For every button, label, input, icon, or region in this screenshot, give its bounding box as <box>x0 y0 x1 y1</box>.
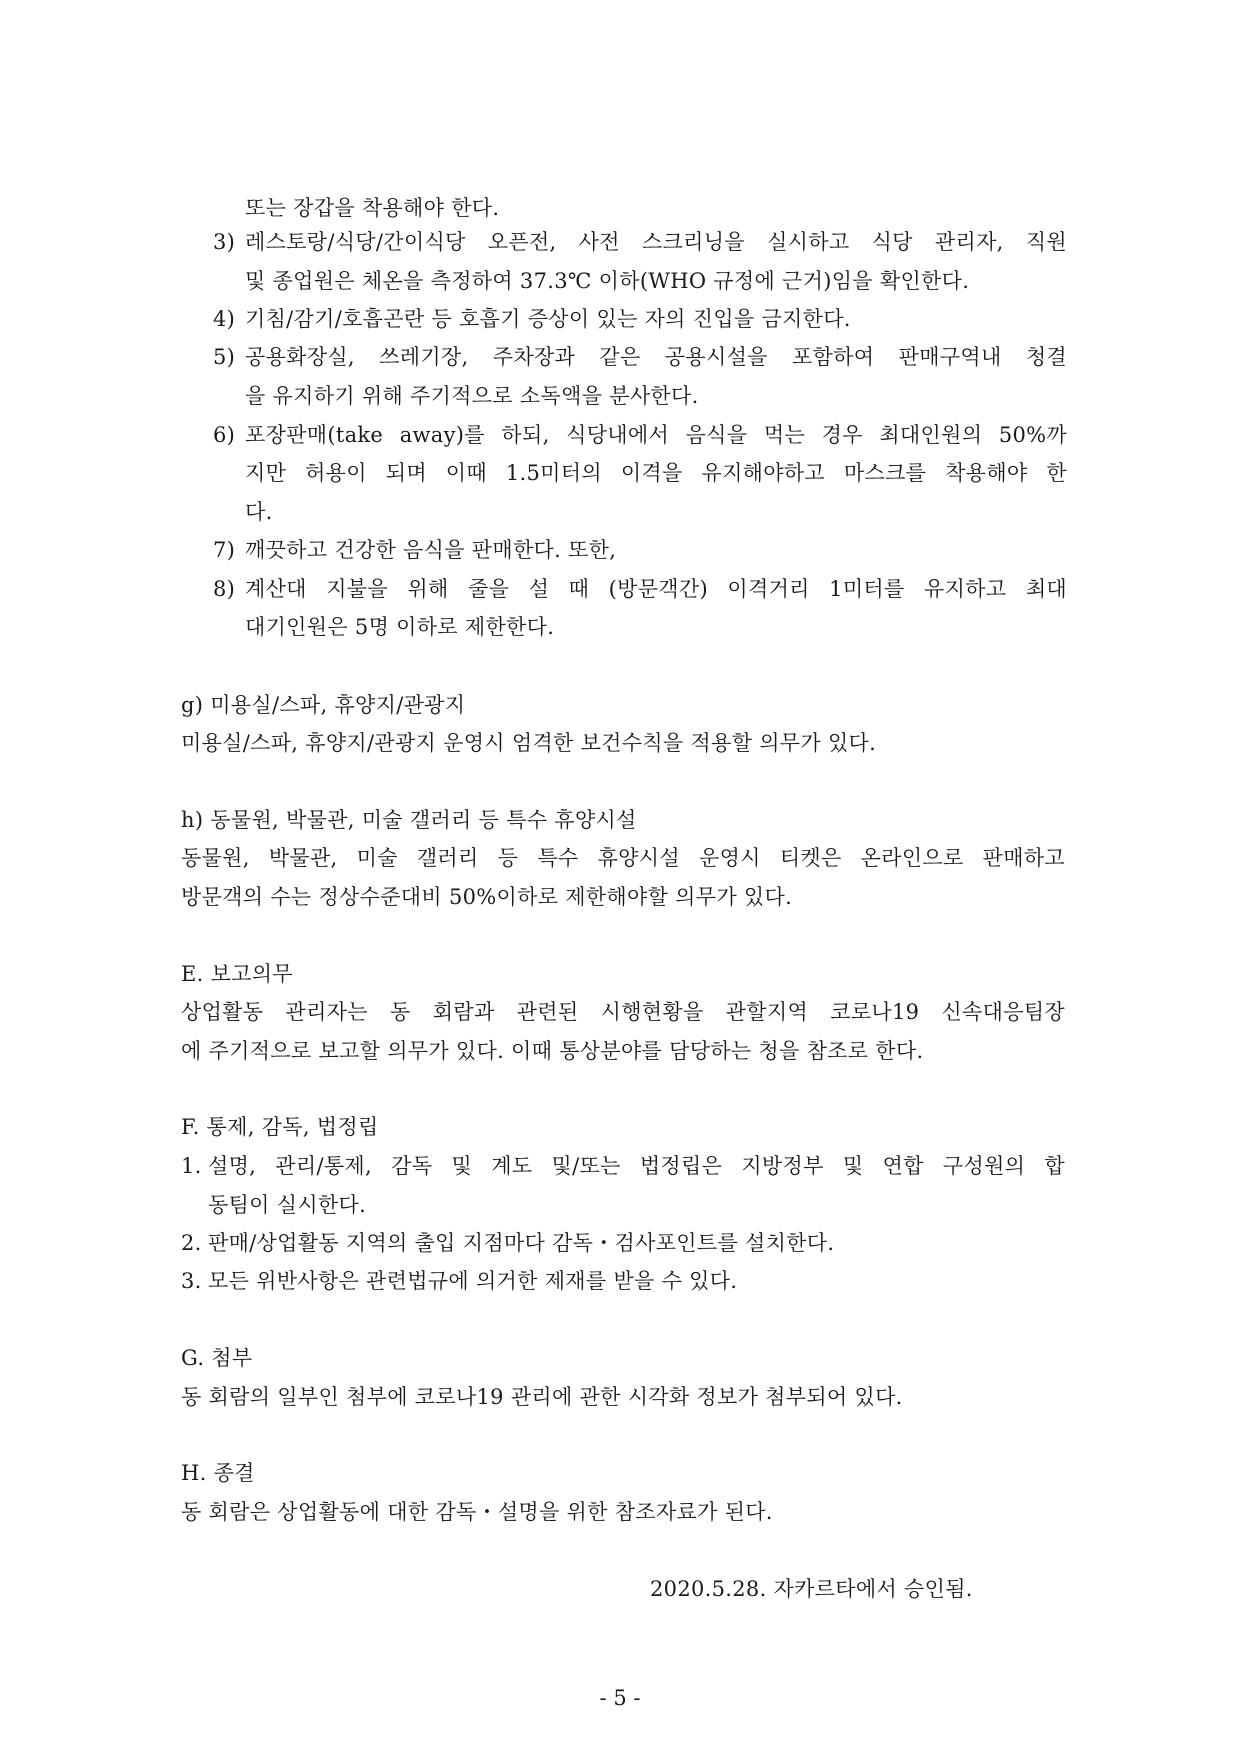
list-item-text-cont: 및 종업원은 체온을 측정하여 37.3℃ 이하(WHO 규정에 근거)임을 확인한다. <box>245 269 970 293</box>
section-f-item-number: 2. <box>181 1231 202 1255</box>
list-item-text: 포장판매(take away)를 하되, 식당내에서 음식을 먹는 경우 최대인원의 50%까 <box>245 423 1067 447</box>
section-g-upper-heading: G. 첨부 <box>181 1346 253 1370</box>
list-item-number: 5) <box>213 345 236 369</box>
section-h-body: 방문객의 수는 정상수준대비 50%이하로 제한해야할 의무가 있다. <box>181 885 793 909</box>
section-f-item-number: 1. <box>181 1154 202 1178</box>
list-item-text-cont: 대기인원은 5명 이하로 제한한다. <box>245 615 555 639</box>
section-e-body: 에 주기적으로 보고할 의무가 있다. 이때 통상분야를 담당하는 청을 참조로 한다. <box>181 1039 924 1063</box>
list-item-text-cont: 을 유지하기 위해 주기적으로 소독액을 분사한다. <box>245 384 699 408</box>
section-h-upper-heading: H. 종결 <box>181 1461 255 1485</box>
section-g-heading: g) 미용실/스파, 휴양지/관광지 <box>181 693 466 717</box>
list-item-number: 3) <box>213 230 236 254</box>
section-h-body: 동물원, 박물관, 미술 갤러리 등 특수 휴양시설 운영시 티켓은 온라인으로 판매하고 <box>181 846 1065 870</box>
section-e-heading: E. 보고의무 <box>181 962 293 986</box>
section-f-item-text: 설명, 관리/통제, 감독 및 계도 및/또는 법정립은 지방정부 및 연합 구성원의 합 <box>208 1154 1065 1178</box>
list-item-number: 7) <box>213 538 236 562</box>
list-item-number: 6) <box>213 423 236 447</box>
page-number: - 5 - <box>599 1686 641 1710</box>
list-item-text: 레스토랑/식당/간이식당 오픈전, 사전 스크리닝을 실시하고 식당 관리자, 직원 <box>245 230 1067 254</box>
list-item-text: 계산대 지불을 위해 줄을 설 때 (방문객간) 이격거리 1미터를 유지하고 최대 <box>245 577 1067 601</box>
list-item-text: 공용화장실, 쓰레기장, 주차장과 같은 공용시설을 포함하여 판매구역내 청결 <box>245 345 1067 369</box>
approval-line: 2020.5.28. 자카르타에서 승인됨. <box>650 1577 973 1601</box>
section-f-item-text: 판매/상업활동 지역의 출입 지점마다 감독・검사포인트를 설치한다. <box>208 1231 835 1255</box>
section-e-body: 상업활동 관리자는 동 회람과 관련된 시행현황을 관할지역 코로나19 신속대응팀장 <box>181 1000 1065 1024</box>
list-item-text: 깨끗하고 건강한 음식을 판매한다. 또한, <box>245 538 617 562</box>
section-f-item-text: 모든 위반사항은 관련법규에 의거한 제재를 받을 수 있다. <box>208 1269 738 1293</box>
section-f-item-number: 3. <box>181 1269 202 1293</box>
section-g-body: 미용실/스파, 휴양지/관광지 운영시 엄격한 보건수칙을 적용할 의무가 있다. <box>181 731 877 755</box>
list-item-text: 기침/감기/호흡곤란 등 호흡기 증상이 있는 자의 진입을 금지한다. <box>245 307 851 331</box>
section-h-upper-body: 동 회람은 상업활동에 대한 감독・설명을 위한 참조자료가 된다. <box>181 1500 773 1524</box>
list-item-text-cont: 다. <box>245 500 273 524</box>
section-h-heading: h) 동물원, 박물관, 미술 갤러리 등 특수 휴양시설 <box>181 808 637 832</box>
section-f-item-text-cont: 동팀이 실시한다. <box>208 1193 367 1217</box>
list-item-text-cont: 지만 허용이 되며 이때 1.5미터의 이격을 유지해야하고 마스크를 착용해야 한 <box>245 461 1067 485</box>
list-item-number: 8) <box>213 577 236 601</box>
section-f-heading: F. 통제, 감독, 법정립 <box>181 1115 379 1139</box>
section-g-upper-body: 동 회람의 일부인 첨부에 코로나19 관리에 관한 시각화 정보가 첨부되어 있다. <box>181 1385 903 1409</box>
list-item-number: 4) <box>213 307 236 331</box>
continuation-line: 또는 장갑을 착용해야 한다. <box>245 196 500 220</box>
